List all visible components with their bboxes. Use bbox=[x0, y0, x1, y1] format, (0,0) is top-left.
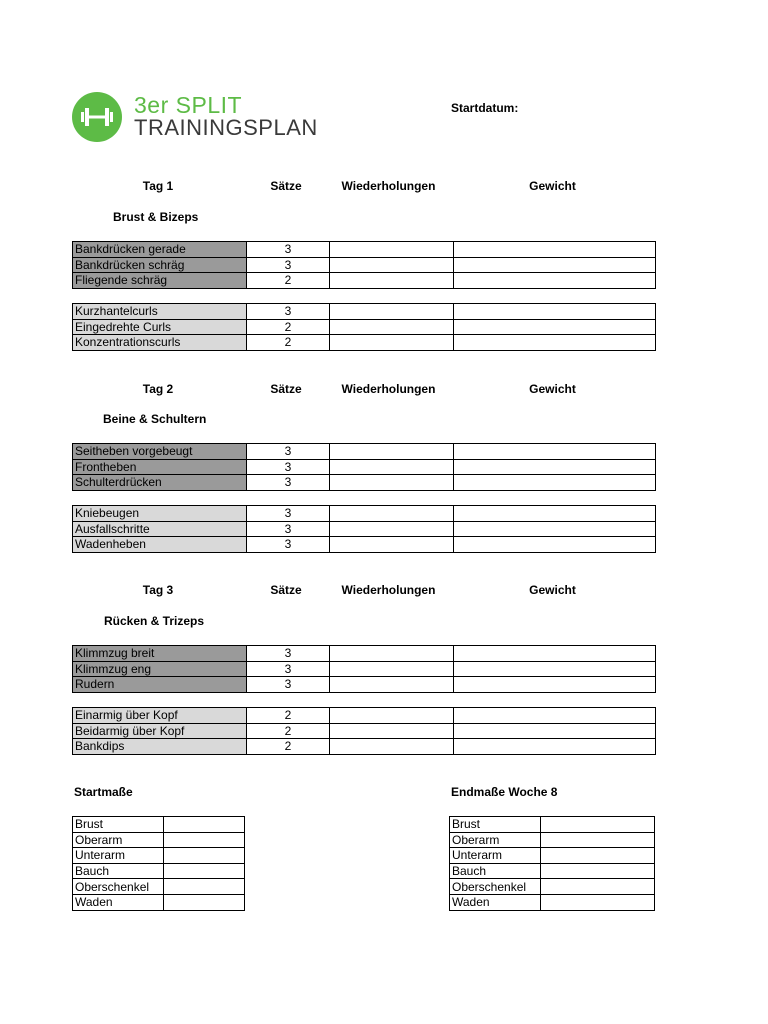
weight-cell[interactable] bbox=[454, 661, 656, 677]
exercise-name: Kniebeugen bbox=[73, 506, 247, 522]
measurement-label: Brust bbox=[450, 817, 541, 833]
exercise-name: Rudern bbox=[73, 677, 247, 693]
muscle-group-title: Rücken & Trizeps bbox=[104, 614, 205, 628]
column-header-gewicht: Gewicht bbox=[529, 382, 576, 396]
measurement-label: Brust bbox=[73, 817, 164, 833]
reps-cell[interactable] bbox=[330, 273, 454, 289]
reps-cell[interactable] bbox=[330, 319, 454, 335]
table-row bbox=[73, 817, 245, 833]
table-row bbox=[450, 848, 655, 864]
exercise-table bbox=[72, 241, 656, 289]
measurement-label: Oberschenkel bbox=[450, 879, 541, 895]
table-row bbox=[73, 444, 656, 460]
exercise-name: Beidarmig über Kopf bbox=[73, 723, 247, 739]
reps-cell[interactable] bbox=[330, 661, 454, 677]
measurement-value-cell[interactable] bbox=[164, 848, 245, 864]
exercise-sets: 3 bbox=[247, 506, 330, 522]
reps-cell[interactable] bbox=[330, 304, 454, 320]
weight-cell[interactable] bbox=[454, 646, 656, 662]
table-row bbox=[73, 304, 656, 320]
table-row bbox=[73, 257, 656, 273]
exercise-name: Seitheben vorgebeugt bbox=[73, 444, 247, 460]
weight-cell[interactable] bbox=[454, 273, 656, 289]
measurement-label: Waden bbox=[450, 894, 541, 910]
table-row bbox=[73, 319, 656, 335]
end-measurements-table bbox=[449, 816, 655, 911]
reps-cell[interactable] bbox=[330, 677, 454, 693]
column-header-saetze: Sätze bbox=[270, 382, 302, 396]
exercise-sets: 3 bbox=[247, 661, 330, 677]
table-row bbox=[450, 832, 655, 848]
day-title: Tag 1 bbox=[142, 179, 174, 193]
reps-cell[interactable] bbox=[330, 475, 454, 491]
weight-cell[interactable] bbox=[454, 537, 656, 553]
logo bbox=[72, 92, 332, 142]
measurement-value-cell[interactable] bbox=[541, 832, 655, 848]
muscle-group-title: Beine & Schultern bbox=[103, 412, 207, 426]
exercise-name: Ausfallschritte bbox=[73, 521, 247, 537]
reps-cell[interactable] bbox=[330, 257, 454, 273]
column-header-saetze: Sätze bbox=[270, 583, 302, 597]
reps-cell[interactable] bbox=[330, 242, 454, 258]
exercise-name: Eingedrehte Curls bbox=[73, 319, 247, 335]
measurement-value-cell[interactable] bbox=[541, 863, 655, 879]
exercise-name: Einarmig über Kopf bbox=[73, 708, 247, 724]
exercise-sets: 3 bbox=[247, 646, 330, 662]
weight-cell[interactable] bbox=[454, 708, 656, 724]
measurement-label: Oberschenkel bbox=[73, 879, 164, 895]
table-row bbox=[450, 817, 655, 833]
column-header-wiederholungen: Wiederholungen bbox=[341, 382, 436, 396]
measurement-value-cell[interactable] bbox=[541, 879, 655, 895]
table-row bbox=[73, 739, 656, 755]
table-row bbox=[73, 475, 656, 491]
table-row bbox=[73, 273, 656, 289]
reps-cell[interactable] bbox=[330, 646, 454, 662]
table-row bbox=[450, 894, 655, 910]
measurement-label: Bauch bbox=[73, 863, 164, 879]
weight-cell[interactable] bbox=[454, 677, 656, 693]
weight-cell[interactable] bbox=[454, 521, 656, 537]
reps-cell[interactable] bbox=[330, 506, 454, 522]
weight-cell[interactable] bbox=[454, 723, 656, 739]
exercise-sets: 3 bbox=[247, 677, 330, 693]
column-header-gewicht: Gewicht bbox=[529, 179, 576, 193]
logo-title: 3er SPLIT bbox=[134, 92, 243, 118]
exercise-sets: 3 bbox=[247, 521, 330, 537]
exercise-name: Bankdrücken schräg bbox=[73, 257, 247, 273]
table-row bbox=[73, 879, 245, 895]
table-row bbox=[450, 863, 655, 879]
column-header-wiederholungen: Wiederholungen bbox=[341, 583, 436, 597]
table-row bbox=[73, 723, 656, 739]
table-row bbox=[73, 335, 656, 351]
weight-cell[interactable] bbox=[454, 444, 656, 460]
exercise-name: Klimmzug breit bbox=[73, 646, 247, 662]
weight-cell[interactable] bbox=[454, 335, 656, 351]
weight-cell[interactable] bbox=[454, 257, 656, 273]
day-title: Tag 2 bbox=[142, 382, 174, 396]
exercise-name: Klimmzug eng bbox=[73, 661, 247, 677]
exercise-name: Kurzhantelcurls bbox=[73, 304, 247, 320]
exercise-name: Frontheben bbox=[73, 459, 247, 475]
measurement-label: Unterarm bbox=[450, 848, 541, 864]
table-row bbox=[73, 459, 656, 475]
measurement-value-cell[interactable] bbox=[164, 894, 245, 910]
table-row bbox=[73, 506, 656, 522]
start-measurements-table bbox=[72, 816, 245, 911]
exercise-sets: 3 bbox=[247, 242, 330, 258]
weight-cell[interactable] bbox=[454, 506, 656, 522]
measurement-value-cell[interactable] bbox=[541, 894, 655, 910]
table-row bbox=[73, 677, 656, 693]
exercise-table bbox=[72, 303, 656, 351]
exercise-name: Fliegende schräg bbox=[73, 273, 247, 289]
measurement-label: Waden bbox=[73, 894, 164, 910]
weight-cell[interactable] bbox=[454, 475, 656, 491]
exercise-sets: 2 bbox=[247, 739, 330, 755]
day-title: Tag 3 bbox=[142, 583, 174, 597]
exercise-sets: 3 bbox=[247, 257, 330, 273]
weight-cell[interactable] bbox=[454, 319, 656, 335]
exercise-sets: 3 bbox=[247, 444, 330, 460]
start-measurements-title: Startmaße bbox=[74, 785, 133, 799]
reps-cell[interactable] bbox=[330, 708, 454, 724]
exercise-sets: 2 bbox=[247, 273, 330, 289]
measurement-label: Unterarm bbox=[73, 848, 164, 864]
measurement-label: Bauch bbox=[450, 863, 541, 879]
measurement-value-cell[interactable] bbox=[164, 863, 245, 879]
end-measurements-title: Endmaße Woche 8 bbox=[451, 785, 558, 799]
measurement-value-cell[interactable] bbox=[164, 817, 245, 833]
table-row bbox=[73, 894, 245, 910]
table-row bbox=[73, 863, 245, 879]
table-row bbox=[73, 521, 656, 537]
table-row bbox=[73, 848, 245, 864]
exercise-sets: 3 bbox=[247, 475, 330, 491]
measurement-value-cell[interactable] bbox=[541, 848, 655, 864]
column-header-wiederholungen: Wiederholungen bbox=[341, 179, 436, 193]
exercise-sets: 2 bbox=[247, 723, 330, 739]
exercise-table bbox=[72, 707, 656, 755]
muscle-group-title: Brust & Bizeps bbox=[113, 210, 199, 224]
dumbbell-icon bbox=[72, 92, 122, 142]
measurement-label: Oberarm bbox=[73, 832, 164, 848]
table-row bbox=[73, 537, 656, 553]
exercise-sets: 2 bbox=[247, 319, 330, 335]
table-row bbox=[450, 879, 655, 895]
reps-cell[interactable] bbox=[330, 723, 454, 739]
reps-cell[interactable] bbox=[330, 459, 454, 475]
table-row bbox=[73, 708, 656, 724]
exercise-table bbox=[72, 505, 656, 553]
exercise-name: Schulterdrücken bbox=[73, 475, 247, 491]
exercise-name: Konzentrationscurls bbox=[73, 335, 247, 351]
reps-cell[interactable] bbox=[330, 739, 454, 755]
column-header-saetze: Sätze bbox=[270, 179, 302, 193]
logo-subtitle: TRAININGSPLAN bbox=[134, 115, 318, 140]
exercise-sets: 2 bbox=[247, 708, 330, 724]
column-header-gewicht: Gewicht bbox=[529, 583, 576, 597]
exercise-name: Wadenheben bbox=[73, 537, 247, 553]
exercise-table bbox=[72, 645, 656, 693]
table-row bbox=[73, 646, 656, 662]
measurement-value-cell[interactable] bbox=[164, 832, 245, 848]
table-row bbox=[73, 661, 656, 677]
exercise-table bbox=[72, 443, 656, 491]
weight-cell[interactable] bbox=[454, 459, 656, 475]
exercise-sets: 3 bbox=[247, 304, 330, 320]
exercise-name: Bankdrücken gerade bbox=[73, 242, 247, 258]
startdatum-label: Startdatum: bbox=[451, 101, 519, 115]
measurement-value-cell[interactable] bbox=[541, 817, 655, 833]
weight-cell[interactable] bbox=[454, 739, 656, 755]
reps-cell[interactable] bbox=[330, 521, 454, 537]
table-row bbox=[73, 242, 656, 258]
reps-cell[interactable] bbox=[330, 335, 454, 351]
exercise-sets: 3 bbox=[247, 537, 330, 553]
measurement-label: Oberarm bbox=[450, 832, 541, 848]
reps-cell[interactable] bbox=[330, 537, 454, 553]
measurement-value-cell[interactable] bbox=[164, 879, 245, 895]
exercise-name: Bankdips bbox=[73, 739, 247, 755]
weight-cell[interactable] bbox=[454, 304, 656, 320]
exercise-sets: 2 bbox=[247, 335, 330, 351]
weight-cell[interactable] bbox=[454, 242, 656, 258]
reps-cell[interactable] bbox=[330, 444, 454, 460]
table-row bbox=[73, 832, 245, 848]
exercise-sets: 3 bbox=[247, 459, 330, 475]
